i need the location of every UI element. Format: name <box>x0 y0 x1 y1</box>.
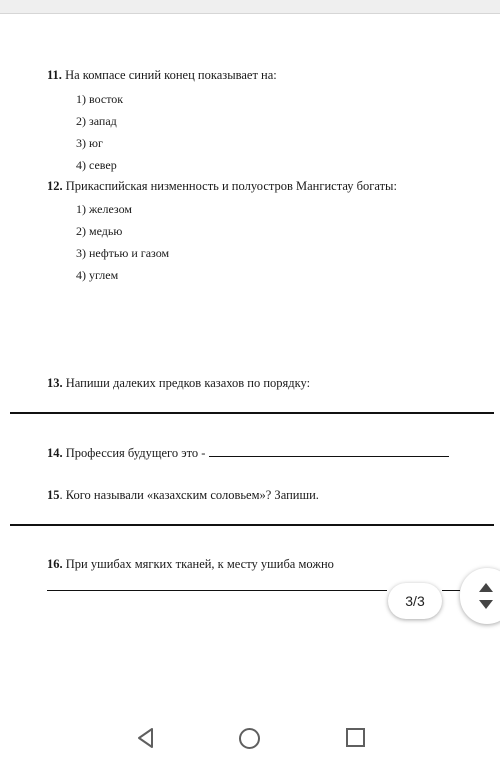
page-indicator[interactable] <box>388 583 442 619</box>
question-11-option-1: 1) восток <box>76 92 124 106</box>
question-13 <box>47 376 310 391</box>
question-16-number: 16. <box>47 557 63 571</box>
answer-line-15 <box>10 524 494 526</box>
home-circle-icon[interactable] <box>238 727 261 750</box>
question-15-number: 15 <box>47 488 60 502</box>
question-16 <box>47 557 334 572</box>
back-triangle-icon[interactable] <box>137 727 155 749</box>
question-15 <box>47 488 319 503</box>
answer-line-16 <box>47 590 387 591</box>
question-15-text: . Кого называли «казахским соловьем»? Запиши. <box>59 488 319 502</box>
question-14-number: 14. <box>47 446 63 460</box>
question-12-text: Прикаспийская низменность и полуостров Мангистау богаты: <box>65 179 397 193</box>
top-status-strip <box>0 0 500 14</box>
recents-square-icon[interactable] <box>345 727 366 748</box>
question-12-option-2: 2) медью <box>76 224 123 238</box>
answer-blank-14 <box>209 456 449 457</box>
question-11-option-3: 3) юг <box>76 136 103 150</box>
question-13-number: 13. <box>47 376 63 390</box>
question-11-number: 11. <box>47 68 62 82</box>
question-16-text: При ушибах мягких тканей, к месту ушиба можно <box>65 557 334 571</box>
question-11 <box>47 68 277 83</box>
answer-line-16-end <box>442 590 460 591</box>
answer-line-13 <box>10 412 494 414</box>
question-11-option-4: 4) север <box>76 158 117 172</box>
page-indicator-label: 3/3 <box>405 593 425 609</box>
question-12-number: 12. <box>47 179 63 193</box>
question-11-text: На компасе синий конец показывает на: <box>65 68 277 82</box>
up-down-arrows-icon <box>478 581 494 611</box>
question-12 <box>47 179 397 194</box>
question-12-option-4: 4) углем <box>76 268 119 282</box>
question-12-option-1: 1) железом <box>76 202 132 216</box>
question-12-option-3: 3) нефтью и газом <box>76 246 170 260</box>
question-14-text: Профессия будущего это - <box>65 446 206 460</box>
fast-scroll-button[interactable] <box>460 568 500 624</box>
question-11-option-2: 2) запад <box>76 114 117 128</box>
question-14 <box>47 446 449 461</box>
system-navigation-bar <box>0 705 500 764</box>
question-13-text: Напиши далеких предков казахов по порядку: <box>65 376 311 390</box>
